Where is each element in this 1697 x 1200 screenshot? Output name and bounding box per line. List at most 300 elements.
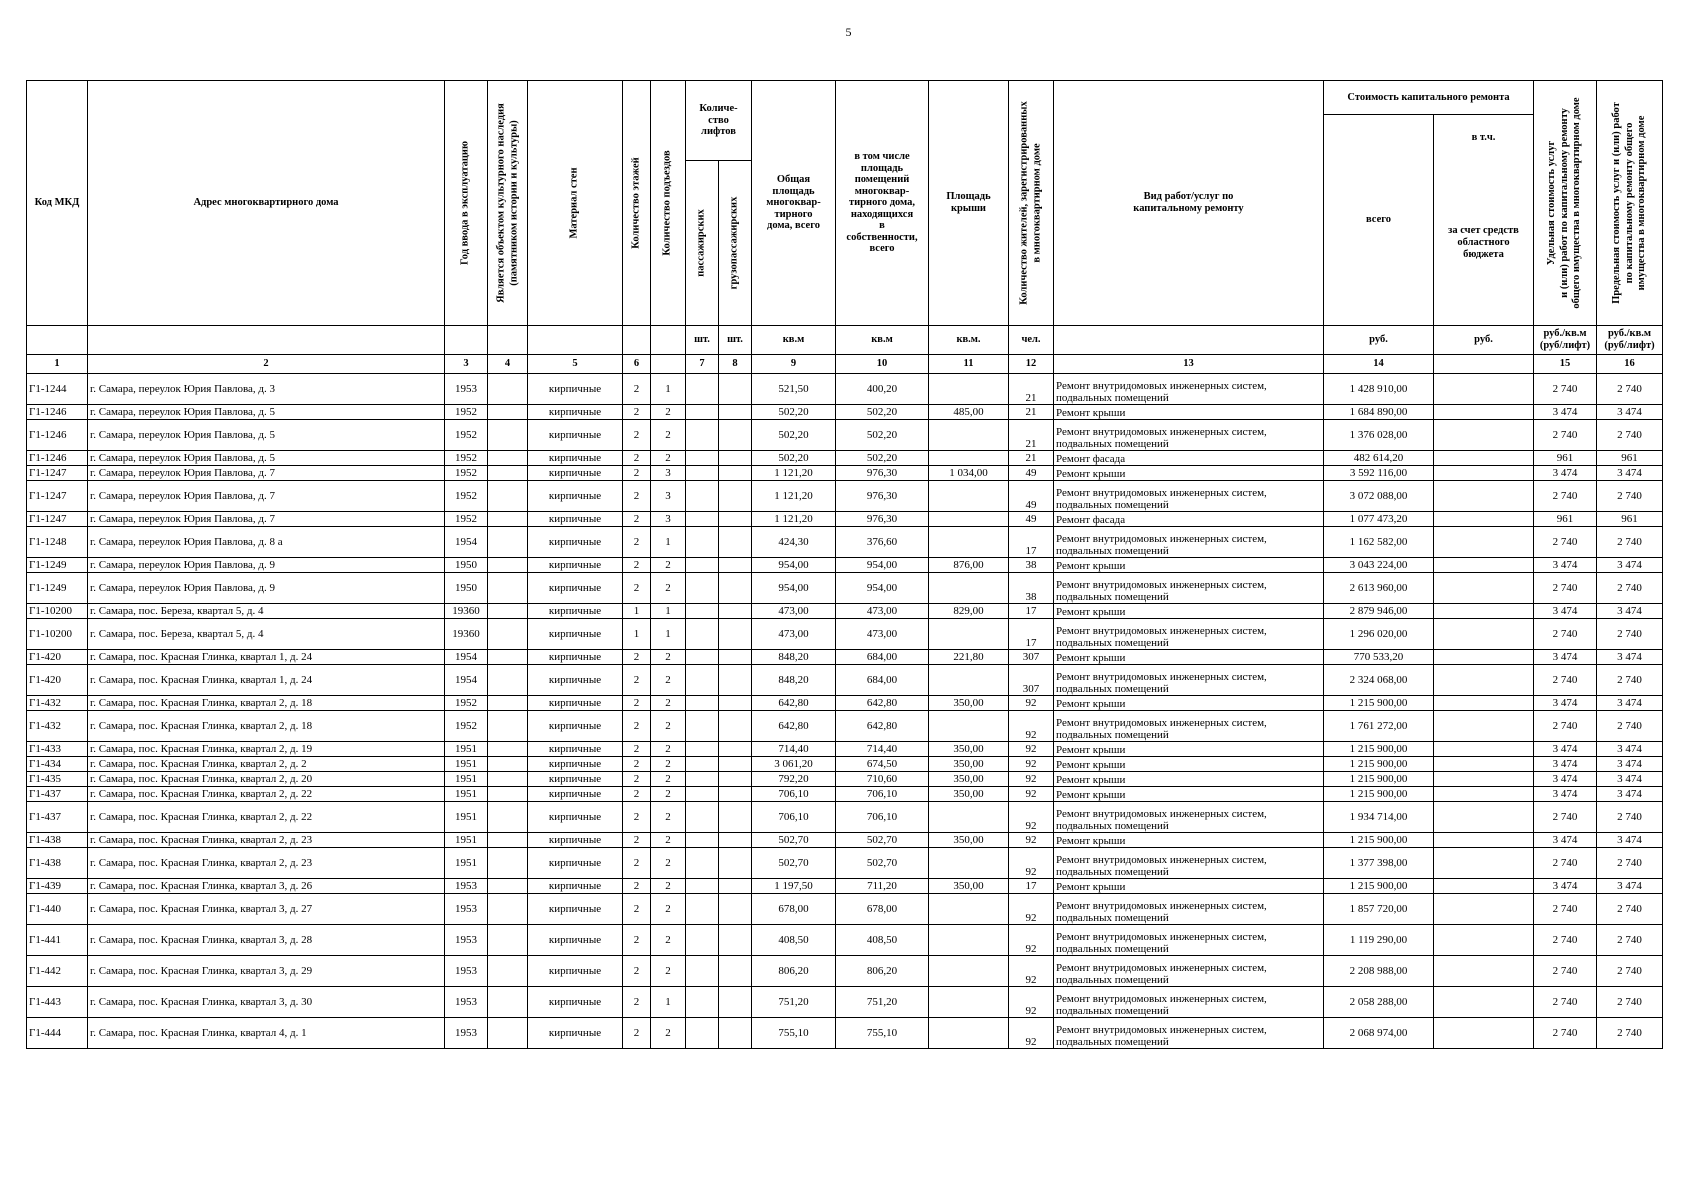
cell-cost-budget: [1434, 848, 1534, 879]
cell-floors: 2: [623, 405, 651, 420]
cell-work-type: Ремонт крыши: [1054, 696, 1324, 711]
cell-residents: 17: [1009, 527, 1054, 558]
cell-owned-area: 376,60: [836, 527, 929, 558]
table-row: [27, 466, 1663, 481]
cell-work-type: Ремонт внутридомовых инженерных систем, подвальных помещений: [1054, 802, 1324, 833]
cell-work-type: Ремонт внутридомовых инженерных систем, подвальных помещений: [1054, 987, 1324, 1018]
column-number: 10: [836, 355, 929, 374]
cell-owned-area: 954,00: [836, 573, 929, 604]
column-number: 13: [1054, 355, 1324, 374]
table-row: [27, 573, 1663, 604]
cell-lifts-passenger: [686, 757, 719, 772]
cell-cost-total: 2 068 974,00: [1324, 1018, 1434, 1049]
cell-max-cost: 3 474: [1597, 833, 1663, 848]
cell-code: Г1-1244: [27, 374, 88, 405]
cell-max-cost: 2 740: [1597, 420, 1663, 451]
cell-year: 1954: [445, 650, 488, 665]
cell-address: г. Самара, пос. Красная Глинка, квартал 3, д. 30: [88, 987, 445, 1018]
cell-owned-area: 954,00: [836, 558, 929, 573]
cell-lifts-passenger: [686, 772, 719, 787]
cell-cost-total: 482 614,20: [1324, 451, 1434, 466]
cell-address: г. Самара, пос. Береза, квартал 5, д. 4: [88, 604, 445, 619]
cell-work-type: Ремонт крыши: [1054, 558, 1324, 573]
table-row: [27, 405, 1663, 420]
cell-entrances: 2: [651, 558, 686, 573]
table-row: [27, 787, 1663, 802]
cell-cost-total: 1 857 720,00: [1324, 894, 1434, 925]
cell-residents: 92: [1009, 894, 1054, 925]
cell-year: 19360: [445, 619, 488, 650]
cell-work-type: Ремонт крыши: [1054, 787, 1324, 802]
cell-floors: 2: [623, 374, 651, 405]
cell-address: г. Самара, пос. Красная Глинка, квартал 3, д. 27: [88, 894, 445, 925]
cell-heritage: [488, 405, 528, 420]
table-row: [27, 848, 1663, 879]
cell-lifts-passenger: [686, 894, 719, 925]
cell-unit-cost: 2 740: [1534, 987, 1597, 1018]
cell-lifts-cargo: [719, 619, 752, 650]
cell-work-type: Ремонт внутридомовых инженерных систем, подвальных помещений: [1054, 848, 1324, 879]
cell-lifts-passenger: [686, 925, 719, 956]
table-row: [27, 742, 1663, 757]
header-address: Адрес многоквартирного дома: [88, 81, 445, 326]
cell-lifts-passenger: [686, 558, 719, 573]
cell-max-cost: 2 740: [1597, 848, 1663, 879]
page-number: 5: [845, 25, 852, 39]
cell-code: Г1-1247: [27, 512, 88, 527]
cell-unit-cost: 2 740: [1534, 925, 1597, 956]
cell-year: 1952: [445, 696, 488, 711]
cell-floors: 1: [623, 619, 651, 650]
cell-year: 1952: [445, 405, 488, 420]
cell-lifts-passenger: [686, 1018, 719, 1049]
cell-walls: кирпичные: [528, 405, 623, 420]
table-row: [27, 527, 1663, 558]
cell-code: Г1-444: [27, 1018, 88, 1049]
cell-walls: кирпичные: [528, 956, 623, 987]
cell-max-cost: 3 474: [1597, 650, 1663, 665]
cell-cost-budget: [1434, 787, 1534, 802]
cell-max-cost: 3 474: [1597, 558, 1663, 573]
cell-owned-area: 684,00: [836, 665, 929, 696]
cell-lifts-passenger: [686, 527, 719, 558]
cell-cost-total: 1 376 028,00: [1324, 420, 1434, 451]
cell-max-cost: 3 474: [1597, 466, 1663, 481]
cell-year: 1954: [445, 527, 488, 558]
cell-lifts-cargo: [719, 558, 752, 573]
cell-total-area: 642,80: [752, 711, 836, 742]
cell-walls: кирпичные: [528, 711, 623, 742]
cell-cost-total: 2 613 960,00: [1324, 573, 1434, 604]
unit-empty: [528, 326, 623, 355]
table-row: [27, 481, 1663, 512]
cell-year: 1952: [445, 512, 488, 527]
cell-work-type: Ремонт внутридомовых инженерных систем, подвальных помещений: [1054, 665, 1324, 696]
cell-code: Г1-438: [27, 833, 88, 848]
cell-cost-total: 2 208 988,00: [1324, 956, 1434, 987]
cell-residents: 92: [1009, 987, 1054, 1018]
cell-entrances: 2: [651, 802, 686, 833]
cell-work-type: Ремонт внутридомовых инженерных систем, подвальных помещений: [1054, 374, 1324, 405]
cell-cost-budget: [1434, 573, 1534, 604]
cell-lifts-passenger: [686, 879, 719, 894]
cell-roof-area: [929, 925, 1009, 956]
cell-floors: 2: [623, 558, 651, 573]
cell-heritage: [488, 711, 528, 742]
column-number: 6: [623, 355, 651, 374]
cell-walls: кирпичные: [528, 879, 623, 894]
cell-address: г. Самара, пос. Красная Глинка, квартал 2, д. 18: [88, 711, 445, 742]
table-row: [27, 420, 1663, 451]
cell-roof-area: [929, 512, 1009, 527]
cell-max-cost: 2 740: [1597, 894, 1663, 925]
cell-cost-budget: [1434, 833, 1534, 848]
cell-owned-area: 706,10: [836, 787, 929, 802]
cell-lifts-cargo: [719, 833, 752, 848]
cell-owned-area: 502,20: [836, 420, 929, 451]
cell-cost-budget: [1434, 711, 1534, 742]
cell-floors: 2: [623, 696, 651, 711]
table-row: [27, 512, 1663, 527]
cell-walls: кирпичные: [528, 558, 623, 573]
cell-lifts-passenger: [686, 619, 719, 650]
cell-walls: кирпичные: [528, 925, 623, 956]
table-row: [27, 665, 1663, 696]
cell-floors: 2: [623, 650, 651, 665]
cell-heritage: [488, 696, 528, 711]
cell-roof-area: 829,00: [929, 604, 1009, 619]
cell-code: Г1-10200: [27, 619, 88, 650]
header-work-type: Вид работ/услуг по капитальному ремонту: [1054, 81, 1324, 326]
table-row: [27, 451, 1663, 466]
cell-year: 1951: [445, 757, 488, 772]
table-row: [27, 374, 1663, 405]
cell-address: г. Самара, переулок Юрия Павлова, д. 7: [88, 481, 445, 512]
cell-cost-total: 2 058 288,00: [1324, 987, 1434, 1018]
cell-roof-area: [929, 956, 1009, 987]
cell-work-type: Ремонт крыши: [1054, 742, 1324, 757]
unit-people: чел.: [1009, 326, 1054, 355]
capital-repair-table: [26, 80, 1663, 1049]
unit-empty: [623, 326, 651, 355]
cell-heritage: [488, 987, 528, 1018]
cell-cost-budget: [1434, 451, 1534, 466]
cell-floors: 2: [623, 987, 651, 1018]
cell-owned-area: 714,40: [836, 742, 929, 757]
cell-floors: 2: [623, 848, 651, 879]
cell-year: 1953: [445, 374, 488, 405]
cell-year: 1953: [445, 925, 488, 956]
cell-walls: кирпичные: [528, 787, 623, 802]
cell-unit-cost: 2 740: [1534, 420, 1597, 451]
cell-entrances: 2: [651, 956, 686, 987]
cell-residents: 92: [1009, 742, 1054, 757]
cell-total-area: 473,00: [752, 619, 836, 650]
cell-total-area: 1 121,20: [752, 481, 836, 512]
cell-walls: кирпичные: [528, 573, 623, 604]
cell-total-area: 954,00: [752, 573, 836, 604]
cell-code: Г1-441: [27, 925, 88, 956]
cell-max-cost: 2 740: [1597, 925, 1663, 956]
cell-unit-cost: 3 474: [1534, 604, 1597, 619]
cell-entrances: 1: [651, 619, 686, 650]
cell-entrances: 1: [651, 987, 686, 1018]
cell-max-cost: 3 474: [1597, 696, 1663, 711]
cell-walls: кирпичные: [528, 848, 623, 879]
cell-cost-total: 1 684 890,00: [1324, 405, 1434, 420]
cell-total-area: 706,10: [752, 802, 836, 833]
column-number: 15: [1534, 355, 1597, 374]
cell-owned-area: 684,00: [836, 650, 929, 665]
cell-lifts-cargo: [719, 848, 752, 879]
cell-owned-area: 976,30: [836, 512, 929, 527]
header-max-cost: Предельная стоимость услуг и (или) работ по капитальному ремонту общего имущества в многоквартирном доме: [1597, 81, 1663, 326]
cell-entrances: 2: [651, 711, 686, 742]
header-heritage: Является объектом культурного наследия (памятником истории и культуры): [488, 81, 528, 326]
header-lifts-passenger: пассажирских: [686, 161, 719, 326]
cell-cost-total: 1 377 398,00: [1324, 848, 1434, 879]
cell-floors: 2: [623, 757, 651, 772]
cell-unit-cost: 3 474: [1534, 833, 1597, 848]
cell-heritage: [488, 604, 528, 619]
cell-floors: 2: [623, 527, 651, 558]
cell-total-area: 792,20: [752, 772, 836, 787]
cell-total-area: 706,10: [752, 787, 836, 802]
unit-empty: [488, 326, 528, 355]
cell-work-type: Ремонт внутридомовых инженерных систем, подвальных помещений: [1054, 573, 1324, 604]
cell-lifts-cargo: [719, 451, 752, 466]
cell-entrances: 1: [651, 527, 686, 558]
cell-walls: кирпичные: [528, 894, 623, 925]
header-residents: Количество жителей, зарегистрированных в многоквартирном доме: [1009, 81, 1054, 326]
cell-lifts-cargo: [719, 925, 752, 956]
unit-empty: [1054, 326, 1324, 355]
cell-walls: кирпичные: [528, 512, 623, 527]
cell-cost-budget: [1434, 420, 1534, 451]
cell-heritage: [488, 772, 528, 787]
cell-owned-area: 642,80: [836, 696, 929, 711]
cell-roof-area: 876,00: [929, 558, 1009, 573]
header-lifts: Количе- ство лифтов: [686, 81, 752, 161]
cell-owned-area: 502,70: [836, 848, 929, 879]
cell-work-type: Ремонт внутридомовых инженерных систем, подвальных помещений: [1054, 711, 1324, 742]
cell-entrances: 2: [651, 451, 686, 466]
cell-max-cost: 2 740: [1597, 956, 1663, 987]
cell-roof-area: 1 034,00: [929, 466, 1009, 481]
cell-lifts-passenger: [686, 420, 719, 451]
column-number: 2: [88, 355, 445, 374]
table-row: [27, 833, 1663, 848]
cell-residents: 17: [1009, 879, 1054, 894]
cell-address: г. Самара, переулок Юрия Павлова, д. 9: [88, 558, 445, 573]
cell-owned-area: 642,80: [836, 711, 929, 742]
cell-floors: 2: [623, 481, 651, 512]
table-row: [27, 879, 1663, 894]
cell-address: г. Самара, пос. Красная Глинка, квартал 3, д. 28: [88, 925, 445, 956]
cell-unit-cost: 2 740: [1534, 956, 1597, 987]
cell-total-area: 424,30: [752, 527, 836, 558]
cell-lifts-cargo: [719, 879, 752, 894]
cell-work-type: Ремонт крыши: [1054, 879, 1324, 894]
cell-roof-area: 350,00: [929, 696, 1009, 711]
cell-code: Г1-1248: [27, 527, 88, 558]
cell-lifts-cargo: [719, 696, 752, 711]
cell-work-type: Ремонт внутридомовых инженерных систем, подвальных помещений: [1054, 619, 1324, 650]
cell-lifts-passenger: [686, 711, 719, 742]
cell-work-type: Ремонт крыши: [1054, 650, 1324, 665]
table-row: [27, 711, 1663, 742]
cell-heritage: [488, 512, 528, 527]
cell-walls: кирпичные: [528, 833, 623, 848]
cell-unit-cost: 2 740: [1534, 481, 1597, 512]
cell-owned-area: 751,20: [836, 987, 929, 1018]
cell-year: 1951: [445, 833, 488, 848]
column-number: 7: [686, 355, 719, 374]
cell-lifts-cargo: [719, 757, 752, 772]
cell-lifts-cargo: [719, 894, 752, 925]
cell-floors: 1: [623, 604, 651, 619]
cell-year: 1952: [445, 420, 488, 451]
cell-lifts-passenger: [686, 481, 719, 512]
unit-empty: [88, 326, 445, 355]
cell-work-type: Ремонт крыши: [1054, 405, 1324, 420]
cell-floors: 2: [623, 802, 651, 833]
cell-lifts-passenger: [686, 833, 719, 848]
cell-residents: 92: [1009, 787, 1054, 802]
cell-lifts-cargo: [719, 466, 752, 481]
cell-unit-cost: 2 740: [1534, 894, 1597, 925]
cell-residents: 92: [1009, 772, 1054, 787]
cell-roof-area: [929, 1018, 1009, 1049]
cell-year: 1953: [445, 894, 488, 925]
cell-floors: 2: [623, 512, 651, 527]
cell-lifts-passenger: [686, 696, 719, 711]
header-entrances: Количество подъездов: [651, 81, 686, 326]
cell-max-cost: 961: [1597, 512, 1663, 527]
cell-year: 1950: [445, 558, 488, 573]
cell-heritage: [488, 833, 528, 848]
cell-cost-budget: [1434, 619, 1534, 650]
cell-roof-area: 350,00: [929, 772, 1009, 787]
cell-floors: 2: [623, 420, 651, 451]
table-row: [27, 894, 1663, 925]
cell-lifts-passenger: [686, 848, 719, 879]
cell-entrances: 2: [651, 405, 686, 420]
cell-total-area: 755,10: [752, 1018, 836, 1049]
cell-residents: 92: [1009, 833, 1054, 848]
table-row: [27, 987, 1663, 1018]
cell-lifts-passenger: [686, 512, 719, 527]
cell-year: 1951: [445, 802, 488, 833]
cell-max-cost: 2 740: [1597, 711, 1663, 742]
cell-cost-total: 1 215 900,00: [1324, 772, 1434, 787]
cell-entrances: 2: [651, 925, 686, 956]
cell-code: Г1-437: [27, 802, 88, 833]
cell-residents: 92: [1009, 925, 1054, 956]
unit-empty: [445, 326, 488, 355]
table-row: [27, 558, 1663, 573]
cell-cost-budget: [1434, 802, 1534, 833]
cell-walls: кирпичные: [528, 757, 623, 772]
cell-max-cost: 2 740: [1597, 619, 1663, 650]
cell-walls: кирпичные: [528, 527, 623, 558]
cell-code: Г1-432: [27, 711, 88, 742]
cell-max-cost: 2 740: [1597, 481, 1663, 512]
cell-address: г. Самара, пос. Красная Глинка, квартал 3, д. 26: [88, 879, 445, 894]
cell-address: г. Самара, переулок Юрия Павлова, д. 7: [88, 466, 445, 481]
cell-walls: кирпичные: [528, 466, 623, 481]
cell-total-area: 502,20: [752, 420, 836, 451]
cell-lifts-passenger: [686, 451, 719, 466]
cell-entrances: 2: [651, 894, 686, 925]
cell-entrances: 2: [651, 573, 686, 604]
cell-owned-area: 473,00: [836, 619, 929, 650]
header-cost-budget: за счет средств областного бюджета: [1434, 161, 1534, 326]
cell-residents: 49: [1009, 512, 1054, 527]
cell-roof-area: [929, 481, 1009, 512]
cell-total-area: 408,50: [752, 925, 836, 956]
cell-work-type: Ремонт фасада: [1054, 512, 1324, 527]
cell-residents: 92: [1009, 711, 1054, 742]
cell-unit-cost: 961: [1534, 512, 1597, 527]
cell-code: Г1-1246: [27, 451, 88, 466]
cell-total-area: 502,20: [752, 451, 836, 466]
cell-year: 1952: [445, 466, 488, 481]
cell-cost-total: 1 077 473,20: [1324, 512, 1434, 527]
cell-total-area: 1 121,20: [752, 512, 836, 527]
cell-floors: 2: [623, 466, 651, 481]
cell-heritage: [488, 451, 528, 466]
cell-year: 1953: [445, 1018, 488, 1049]
cell-unit-cost: 3 474: [1534, 405, 1597, 420]
cell-residents: 21: [1009, 405, 1054, 420]
cell-cost-total: 1 428 910,00: [1324, 374, 1434, 405]
table-row: [27, 650, 1663, 665]
cell-residents: 21: [1009, 374, 1054, 405]
cell-address: г. Самара, пос. Красная Глинка, квартал 2, д. 19: [88, 742, 445, 757]
cell-residents: 21: [1009, 420, 1054, 451]
cell-work-type: Ремонт крыши: [1054, 466, 1324, 481]
cell-total-area: 1 121,20: [752, 466, 836, 481]
cell-roof-area: 350,00: [929, 757, 1009, 772]
cell-year: 1953: [445, 956, 488, 987]
cell-max-cost: 2 740: [1597, 573, 1663, 604]
cell-cost-budget: [1434, 512, 1534, 527]
cell-unit-cost: 2 740: [1534, 665, 1597, 696]
cell-year: 1951: [445, 848, 488, 879]
cell-entrances: 2: [651, 420, 686, 451]
cell-lifts-cargo: [719, 573, 752, 604]
cell-roof-area: [929, 894, 1009, 925]
cell-lifts-passenger: [686, 802, 719, 833]
cell-entrances: 1: [651, 604, 686, 619]
cell-cost-total: 3 072 088,00: [1324, 481, 1434, 512]
table-row: [27, 956, 1663, 987]
cell-walls: кирпичные: [528, 374, 623, 405]
cell-walls: кирпичные: [528, 1018, 623, 1049]
cell-address: г. Самара, пос. Красная Глинка, квартал 1, д. 24: [88, 650, 445, 665]
cell-address: г. Самара, пос. Красная Глинка, квартал 2, д. 18: [88, 696, 445, 711]
cell-year: 19360: [445, 604, 488, 619]
column-number: 9: [752, 355, 836, 374]
unit-empty: [27, 326, 88, 355]
cell-total-area: 642,80: [752, 696, 836, 711]
cell-unit-cost: 3 474: [1534, 787, 1597, 802]
cell-work-type: Ремонт внутридомовых инженерных систем, подвальных помещений: [1054, 527, 1324, 558]
cell-cost-budget: [1434, 527, 1534, 558]
table-row: [27, 757, 1663, 772]
cell-code: Г1-440: [27, 894, 88, 925]
